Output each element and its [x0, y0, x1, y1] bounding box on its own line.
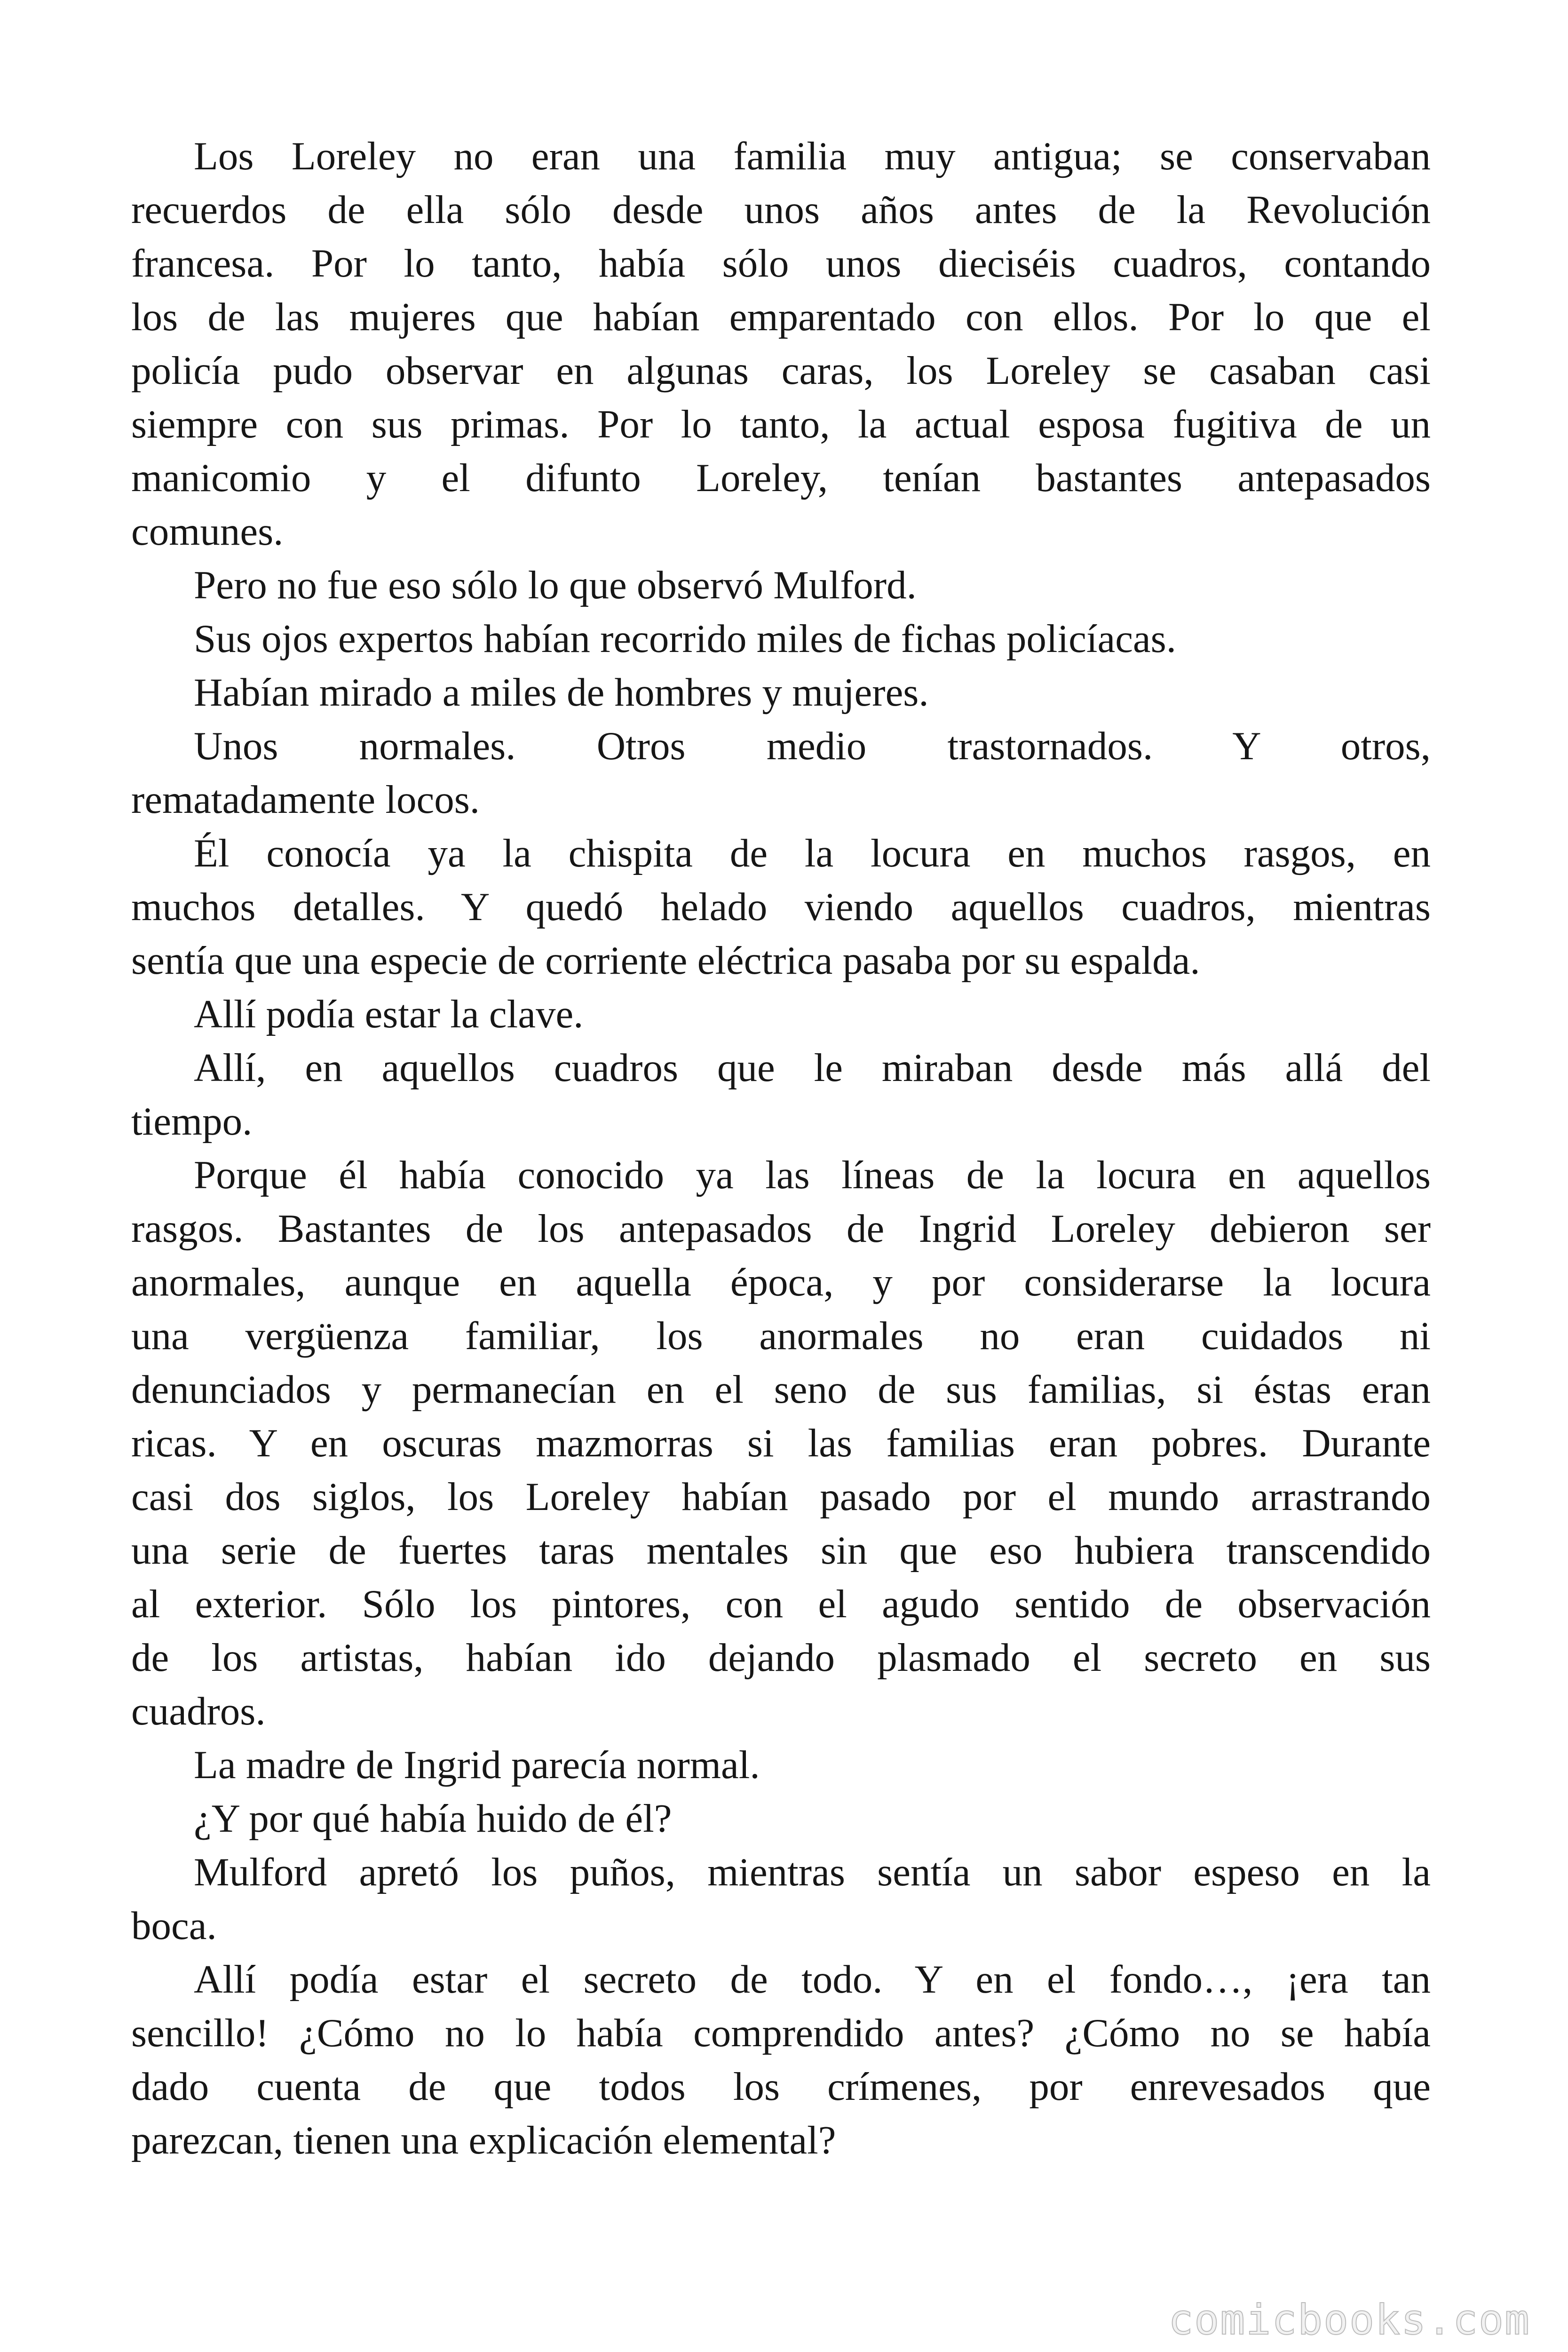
paragraph	[131, 1738, 1431, 1792]
text-line: recuerdos de ella sólo desde unos años antes de la Revolución	[131, 188, 1431, 232]
text-line: Porque él había conocido ya las líneas de la locura en aquellos	[194, 1153, 1431, 1197]
paragraph	[131, 719, 1431, 826]
text-line: Sus ojos expertos habían recorrido miles de fichas policíacas.	[194, 617, 1176, 661]
paragraph	[131, 1953, 1431, 2167]
text-line: los de las mujeres que habían emparentado con ellos. Por lo que el	[131, 295, 1431, 339]
text-line: cuadros.	[131, 1689, 266, 1733]
text-line: rasgos. Bastantes de los antepasados de Ingrid Loreley debieron ser	[131, 1207, 1431, 1251]
text-line: dado cuenta de que todos los crímenes, por enrevesados que	[131, 2065, 1431, 2109]
text-line: Allí podía estar la clave.	[194, 992, 584, 1036]
text-line: ¿Y por qué había huido de él?	[194, 1796, 672, 1841]
page-body	[131, 129, 1431, 2167]
text-line: La madre de Ingrid parecía normal.	[194, 1743, 760, 1787]
text-line: una serie de fuertes taras mentales sin que eso hubiera transcendido	[131, 1528, 1431, 1573]
text-line: al exterior. Sólo los pintores, con el agudo sentido de observación	[131, 1582, 1431, 1626]
paragraph	[131, 666, 1431, 719]
text-line: Los Loreley no eran una familia muy antigua; se conservaban	[194, 134, 1431, 178]
text-line: Mulford apretó los puños, mientras sentía un sabor espeso en la	[194, 1850, 1431, 1894]
paragraph	[131, 1148, 1431, 1738]
text-line: Allí podía estar el secreto de todo. Y en el fondo…, ¡era tan	[194, 1957, 1431, 2002]
paragraph	[131, 558, 1431, 612]
text-line: Pero no fue eso sólo lo que observó Mulford.	[194, 563, 917, 607]
text-line: de los artistas, habían ido dejando plasmado el secreto en sus	[131, 1636, 1431, 1680]
paragraph	[131, 1845, 1431, 1953]
text-line: boca.	[131, 1904, 217, 1948]
paragraph	[131, 826, 1431, 987]
paragraph	[131, 1792, 1431, 1845]
text-line: anormales, aunque en aquella época, y por considerarse la locura	[131, 1260, 1431, 1304]
paragraph	[131, 612, 1431, 666]
watermark: comicbooks.com	[1168, 2296, 1530, 2344]
text-line: sentía que una especie de corriente eléctrica pasaba por su espalda.	[131, 938, 1200, 983]
paragraph	[131, 1041, 1431, 1148]
text-line: policía pudo observar en algunas caras, los Loreley se casaban casi	[131, 349, 1431, 393]
paragraph	[131, 987, 1431, 1041]
text-line: comunes.	[131, 509, 284, 554]
text-line: una vergüenza familiar, los anormales no eran cuidados ni	[131, 1314, 1431, 1358]
text-line: denunciados y permanecían en el seno de sus familias, si éstas eran	[131, 1367, 1431, 1412]
text-line: parezcan, tienen una explicación elemental?	[131, 2118, 836, 2162]
text-line: muchos detalles. Y quedó helado viendo aquellos cuadros, mientras	[131, 885, 1431, 929]
text-line: sencillo! ¿Cómo no lo había comprendido antes? ¿Cómo no se había	[131, 2011, 1431, 2055]
text-line: Habían mirado a miles de hombres y mujeres.	[194, 670, 929, 715]
text-line: manicomio y el difunto Loreley, tenían bastantes antepasados	[131, 456, 1431, 500]
text-line: ricas. Y en oscuras mazmorras si las familias eran pobres. Durante	[131, 1421, 1431, 1465]
text-line: Unos normales. Otros medio trastornados. Y otros,	[194, 724, 1431, 768]
text-line: tiempo.	[131, 1099, 253, 1144]
text-line: francesa. Por lo tanto, había sólo unos dieciséis cuadros, contando	[131, 241, 1431, 286]
text-line: Él conocía ya la chispita de la locura en muchos rasgos, en	[194, 831, 1431, 875]
paragraph	[131, 129, 1431, 558]
text-line: casi dos siglos, los Loreley habían pasado por el mundo arrastrando	[131, 1475, 1431, 1519]
text-line: rematadamente locos.	[131, 778, 480, 822]
text-line: siempre con sus primas. Por lo tanto, la actual esposa fugitiva de un	[131, 402, 1431, 446]
text-line: Allí, en aquellos cuadros que le miraban desde más allá del	[194, 1046, 1431, 1090]
